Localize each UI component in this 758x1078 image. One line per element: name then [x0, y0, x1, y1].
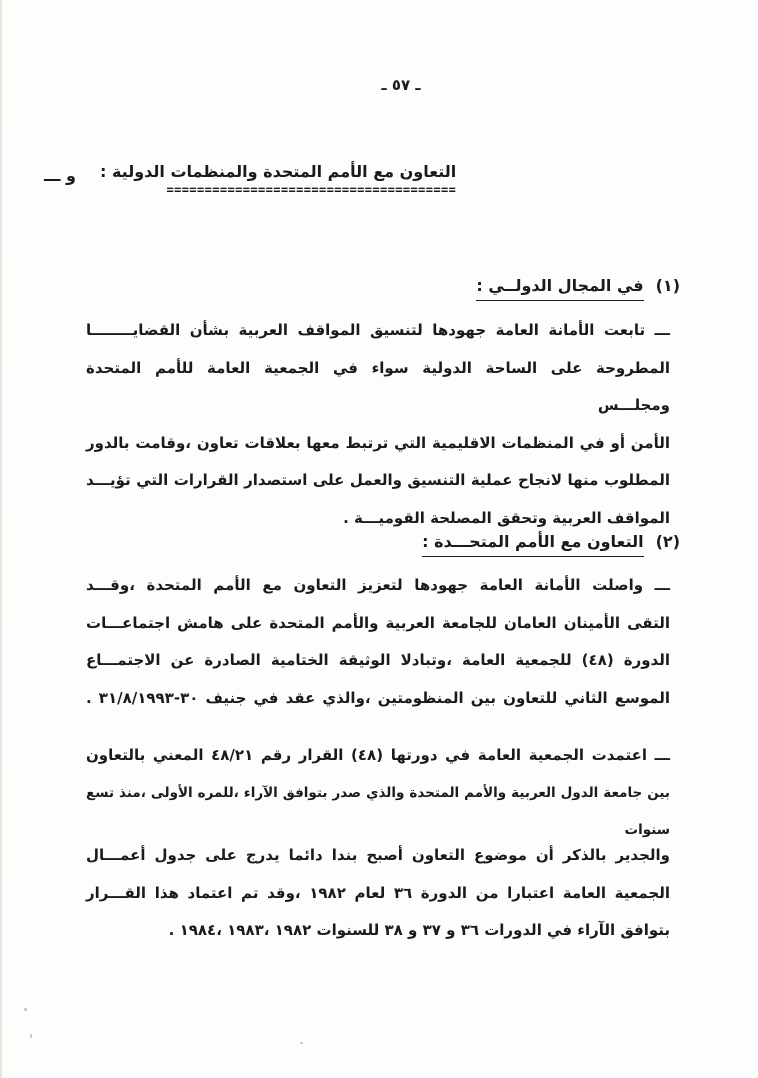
subsection-1-marker: (١) — [655, 276, 680, 295]
main-heading-title: التعاون مع الأمم المتحدة والمنظمات الدولية : — [100, 162, 457, 181]
scan-speckle — [300, 1042, 303, 1044]
paragraph-2 — [86, 567, 670, 717]
subsection-1-title: في المجال الدولــي : — [476, 276, 643, 301]
paragraph-line: بين جامعة الدول العربية والأمم المتحدة والذي صدر بتوافق الآراء ،للمره الأولى ،منذ تسع سنوات — [86, 784, 670, 838]
main-heading — [100, 162, 456, 197]
paragraph-line: المواقف العربية وتحقق المصلحة القوميـــة . — [343, 508, 670, 527]
scan-speckle — [30, 1034, 32, 1038]
subsection-2-title: التعاون مع الأمم المتحـــدة : — [422, 532, 644, 557]
paragraph-line: المطروحة على الساحة الدولية سواء في الجمعية العامة للأمم المتحدة ومجلـــس — [86, 358, 670, 414]
paragraph-line: الدورة (٤٨) للجمعية العامة ،وتبادلا الوثيقة الختامية الصادرة عن الاجتمـــاع — [86, 651, 670, 669]
subsection-2-marker: (٢) — [655, 532, 680, 551]
paragraph-1 — [86, 312, 670, 537]
paragraph-line: المطلوب منها لانجاح عملية التنسيق والعمل على استصدار القرارات التي تؤيـــد — [86, 471, 670, 489]
section-letter-marker: و ـــ — [44, 166, 76, 185]
scan-speckle — [24, 1008, 27, 1011]
scan-edge-artifact — [0, 0, 3, 1078]
paragraph-line: الأمن أو في المنظمات الاقليمية التي ترتبط معها بعلاقات تعاون ،وقامت بالدور — [86, 433, 670, 452]
paragraph-line: والجدير بالذكر أن موضوع التعاون أصبح بندا دائما يدرج على جدول أعمـــال — [86, 846, 670, 864]
paragraph-line: التقى الأمينان العامان للجامعة العربية والأمم المتحدة على هامش اجتماعـــات — [86, 613, 670, 632]
paragraph-line: بتوافق الآراء في الدورات ٣٦ و ٣٧ و ٣٨ للسنوات ١٩٨٢ ،١٩٨٣ ،١٩٨٤ . — [168, 921, 670, 939]
subsection-2-heading — [422, 532, 680, 557]
paragraph-4 — [86, 837, 670, 950]
paragraph-3 — [86, 737, 670, 850]
paragraph-line: ـــ واصلت الأمانة العامة جهودها لتعزيز التعاون مع الأمم المتحدة ،وقـــد — [86, 576, 670, 594]
paragraph-line: الموسع الثاني للتعاون بين المنظومتين ،والذي عقد في جنيف ٣٠-٣١/٨/١٩٩٣ . — [86, 688, 670, 707]
paragraph-line: الجمعية العامة اعتبارا من الدورة ٣٦ لعام ١٩٨٢ ،وقد تم اعتماد هذا القـــرار — [86, 883, 670, 902]
paragraph-line: ـــ اعتمدت الجمعية العامة في دورتها (٤٨) القرار رقم ٤٨/٢١ المعني بالتعاون — [86, 746, 670, 764]
page-number: ـ ٥٧ ـ — [381, 76, 421, 94]
paragraph-line: ـــ تابعت الأمانة العامة جهودها لتنسيق المواقف العربية بشأن القضايــــــــا — [86, 321, 670, 339]
main-heading-underline: ====================================== — [166, 183, 457, 197]
subsection-1-heading — [476, 276, 680, 301]
